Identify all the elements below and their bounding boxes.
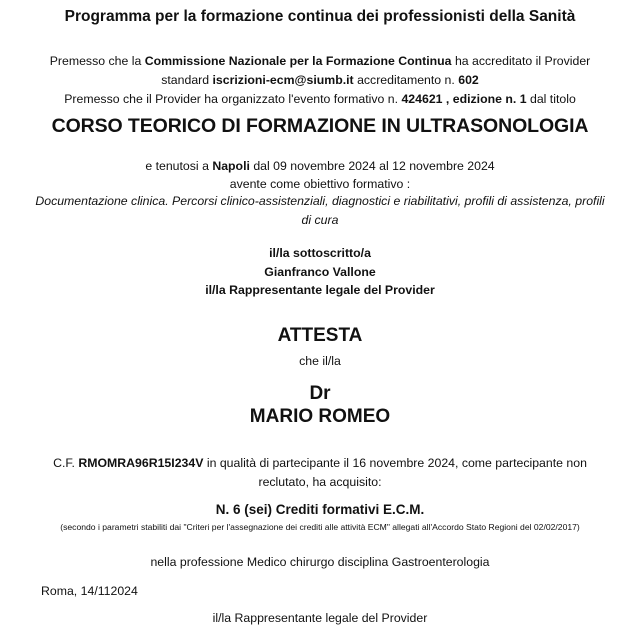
edition-number: edizione n. 1 [452, 92, 527, 106]
objective-text: Documentazione clinica. Percorsi clinico-assistenziali, diagnostici e riabilitativi, profili di assistenza, profili di cura [35, 194, 605, 227]
premise-commission-suffix: ha accreditato il Provider [451, 54, 591, 68]
document-heading: Programma per la formazione continua dei professionisti della Sanità [64, 8, 576, 25]
place-date: Roma, 14/112024 [41, 584, 138, 598]
course-title: CORSO TEORICO DI FORMAZIONE IN ULTRASONOLOGIA [51, 115, 589, 137]
credits-note: (secondo i parametri stabiliti dai "Criteri per l'assegnazione dei crediti alle attività ECM" allegati all'Accordo Stato Regioni del 02/02/2017) [60, 522, 580, 532]
premise-provider [0, 71, 640, 90]
cf-code: RMOMRA96R15I234V [78, 456, 204, 470]
participant-name: MARIO ROMEO [249, 406, 391, 427]
premise-provider-middle: accreditamento n. [353, 73, 459, 87]
signatory-name: Gianfranco Vallone [264, 265, 376, 279]
accreditation-number: 602 [458, 73, 479, 87]
event-number: 424621 [401, 92, 443, 106]
event-separator: , [442, 92, 453, 106]
participant-title: Dr [309, 383, 331, 404]
course-location [0, 157, 640, 176]
cf-text: in qualità di partecipante il 16 novembre 2024, come partecipante non reclutato, ha acquisito: [203, 456, 587, 489]
premise-event-prefix: Premesso che il Provider ha organizzato l'evento formativo n. [64, 92, 402, 106]
participant-cf-statement [40, 454, 600, 492]
objective-label: avente come obiettivo formativo : [229, 177, 411, 191]
attesta-heading: ATTESTA [277, 325, 363, 346]
premise-provider-prefix: standard [161, 73, 213, 87]
footer-role: il/la Rappresentante legale del Provider [212, 611, 428, 625]
credits-awarded: N. 6 (sei) Crediti formativi E.C.M. [215, 502, 425, 517]
signatory-label: il/la sottoscritto/a [269, 246, 371, 260]
location-city: Napoli [212, 159, 250, 173]
location-dates: dal 09 novembre 2024 al 12 novembre 2024 [249, 159, 495, 173]
che-label: che il/la [299, 354, 341, 368]
provider-email: iscrizioni-ecm@siumb.it [212, 73, 354, 87]
profession-discipline: nella professione Medico chirurgo disciplina Gastroenterologia [150, 555, 490, 569]
location-prefix: e tenutosi a [145, 159, 213, 173]
premise-event [0, 90, 640, 109]
commission-name: Commissione Nazionale per la Formazione Continua [144, 54, 452, 68]
cf-prefix: C.F. [53, 456, 79, 470]
premise-event-suffix: dal titolo [526, 92, 576, 106]
premise-commission-prefix: Premesso che la [49, 54, 145, 68]
signatory-role: il/la Rappresentante legale del Provider [205, 283, 435, 297]
premise-commission [0, 52, 640, 71]
